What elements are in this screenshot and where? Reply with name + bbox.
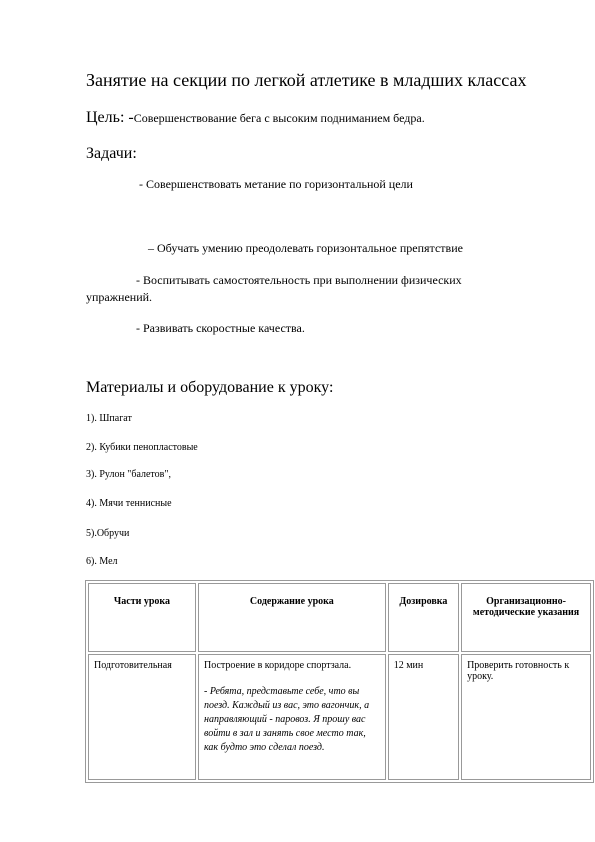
header-cell-dose: Дозировка (388, 583, 459, 652)
goal-text: Совершенствование бега с высоким подниманием бедра. (133, 111, 425, 125)
material-item: 1). Шпагат (86, 413, 132, 424)
cell-dose: 12 мин (388, 654, 459, 780)
cell-notes: Проверить готовность к уроку. (461, 654, 591, 780)
material-item: 2). Кубики пенопластовые (86, 442, 198, 453)
material-item: 4). Мячи теннисные (86, 498, 172, 509)
goal-line (86, 109, 425, 127)
table-row (88, 654, 591, 780)
task-item-continued: упражнений. (86, 290, 153, 304)
table-header-row (88, 583, 591, 652)
material-item: 5).Обручи (86, 528, 130, 539)
tasks-heading: Задачи: (86, 145, 137, 162)
cell-part: Подготовительная (88, 654, 196, 780)
cell-content (198, 654, 386, 780)
material-item: 6). Мел (86, 556, 118, 567)
content-text: Построение в коридоре спортзала. (203, 660, 352, 671)
material-item: 3). Рулон "балетов", (86, 469, 171, 480)
task-item: - Воспитывать самостоятельность при выполнении физических (136, 273, 462, 287)
task-item: – Обучать умению преодолевать горизонтальное препятствие (148, 241, 463, 255)
header-cell-notes: Организационно-методические указания (461, 583, 591, 652)
task-item: - Развивать скоростные качества. (136, 321, 305, 335)
header-cell-content: Содержание урока (198, 583, 386, 652)
page-title: Занятие на секции по легкой атлетике в младших классах (86, 70, 527, 90)
lesson-table (85, 580, 594, 783)
materials-heading: Материалы и оборудование к уроку: (86, 379, 334, 396)
goal-label: Цель: - (86, 109, 134, 126)
content-italic-text: - Ребята, представьте себе, что вы поезд. Каждый из вас, это вагончик, а направляющий - паровоз. Я прошу вас войти в зал и занять свое место так, как будто это сделал поезд. (203, 686, 370, 753)
task-item: - Совершенствовать метание по горизонтальной цели (139, 177, 413, 191)
header-cell-parts: Части урока (88, 583, 196, 652)
